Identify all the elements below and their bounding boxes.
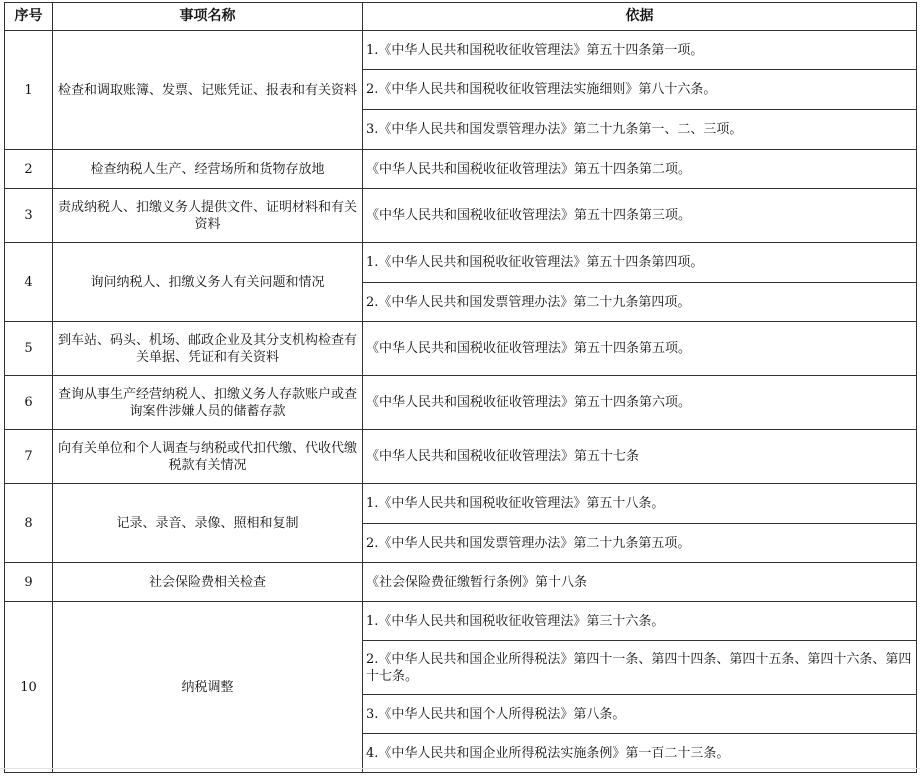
row-basis: 《中华人民共和国税收征收管理法》第五十四条第五项。 <box>363 322 917 376</box>
row-item: 社会保险费相关检查 <box>53 563 363 602</box>
header-seq: 序号 <box>5 3 53 31</box>
table-row <box>5 484 917 524</box>
header-item: 事项名称 <box>53 3 363 31</box>
row-basis: 2.《中华人民共和国税收征收管理法实施细则》第八十六条。 <box>363 70 917 110</box>
row-basis: 2.《中华人民共和国发票管理办法》第二十九条第四项。 <box>363 283 917 322</box>
table-row <box>5 243 917 283</box>
row-basis: 《中华人民共和国税收征收管理法》第五十四条第六项。 <box>363 376 917 430</box>
row-seq: 8 <box>5 484 53 563</box>
row-item: 纳税调整 <box>53 602 363 773</box>
table-row <box>5 322 917 376</box>
row-basis: 3.《中华人民共和国个人所得税法》第八条。 <box>363 695 917 734</box>
table-row <box>5 430 917 484</box>
row-seq: 10 <box>5 602 53 773</box>
row-basis: 《社会保险费征缴暂行条例》第十八条 <box>363 563 917 602</box>
row-basis: 1.《中华人民共和国税收征收管理法》第五十四条第一项。 <box>363 31 917 70</box>
row-seq: 9 <box>5 563 53 602</box>
row-basis: 1.《中华人民共和国税收征收管理法》第三十六条。 <box>363 602 917 641</box>
row-seq: 3 <box>5 189 53 243</box>
table-row <box>5 150 917 189</box>
row-seq: 1 <box>5 31 53 150</box>
inspection-table <box>4 2 917 773</box>
header-row <box>5 3 917 31</box>
table-row <box>5 376 917 430</box>
row-item: 责成纳税人、扣缴义务人提供文件、证明材料和有关资料 <box>53 189 363 243</box>
table-row <box>5 31 917 70</box>
row-basis: 1.《中华人民共和国税收征收管理法》第五十四条第四项。 <box>363 243 917 283</box>
row-item: 查询从事生产经营纳税人、扣缴义务人存款账户或查询案件涉嫌人员的储蓄存款 <box>53 376 363 430</box>
page-bottom-divider <box>0 768 920 769</box>
row-basis: 2.《中华人民共和国企业所得税法》第四十一条、第四十四条、第四十五条、第四十六条、第四十七条。 <box>363 641 917 695</box>
row-basis: 2.《中华人民共和国发票管理办法》第二十九条第五项。 <box>363 524 917 563</box>
table-row <box>5 563 917 602</box>
row-seq: 5 <box>5 322 53 376</box>
row-seq: 7 <box>5 430 53 484</box>
row-basis: 4.《中华人民共和国企业所得税法实施条例》第一百二十三条。 <box>363 734 917 773</box>
row-basis: 《中华人民共和国税收征收管理法》第五十七条 <box>363 430 917 484</box>
row-seq: 6 <box>5 376 53 430</box>
row-basis: 《中华人民共和国税收征收管理法》第五十四条第二项。 <box>363 150 917 189</box>
table-row <box>5 189 917 243</box>
row-item: 检查纳税人生产、经营场所和货物存放地 <box>53 150 363 189</box>
row-basis: 《中华人民共和国税收征收管理法》第五十四条第三项。 <box>363 189 917 243</box>
row-basis: 3.《中华人民共和国发票管理办法》第二十九条第一、二、三项。 <box>363 110 917 150</box>
row-item: 记录、录音、录像、照相和复制 <box>53 484 363 563</box>
row-seq: 2 <box>5 150 53 189</box>
row-item: 检查和调取账簿、发票、记账凭证、报表和有关资料 <box>53 31 363 150</box>
row-item: 询问纳税人、扣缴义务人有关问题和情况 <box>53 243 363 322</box>
row-basis: 1.《中华人民共和国税收征收管理法》第五十八条。 <box>363 484 917 524</box>
table-row <box>5 602 917 641</box>
row-seq: 4 <box>5 243 53 322</box>
header-basis: 依据 <box>363 3 917 31</box>
row-item: 到车站、码头、机场、邮政企业及其分支机构检查有关单据、凭证和有关资料 <box>53 322 363 376</box>
row-item: 向有关单位和个人调查与纳税或代扣代缴、代收代缴税款有关情况 <box>53 430 363 484</box>
